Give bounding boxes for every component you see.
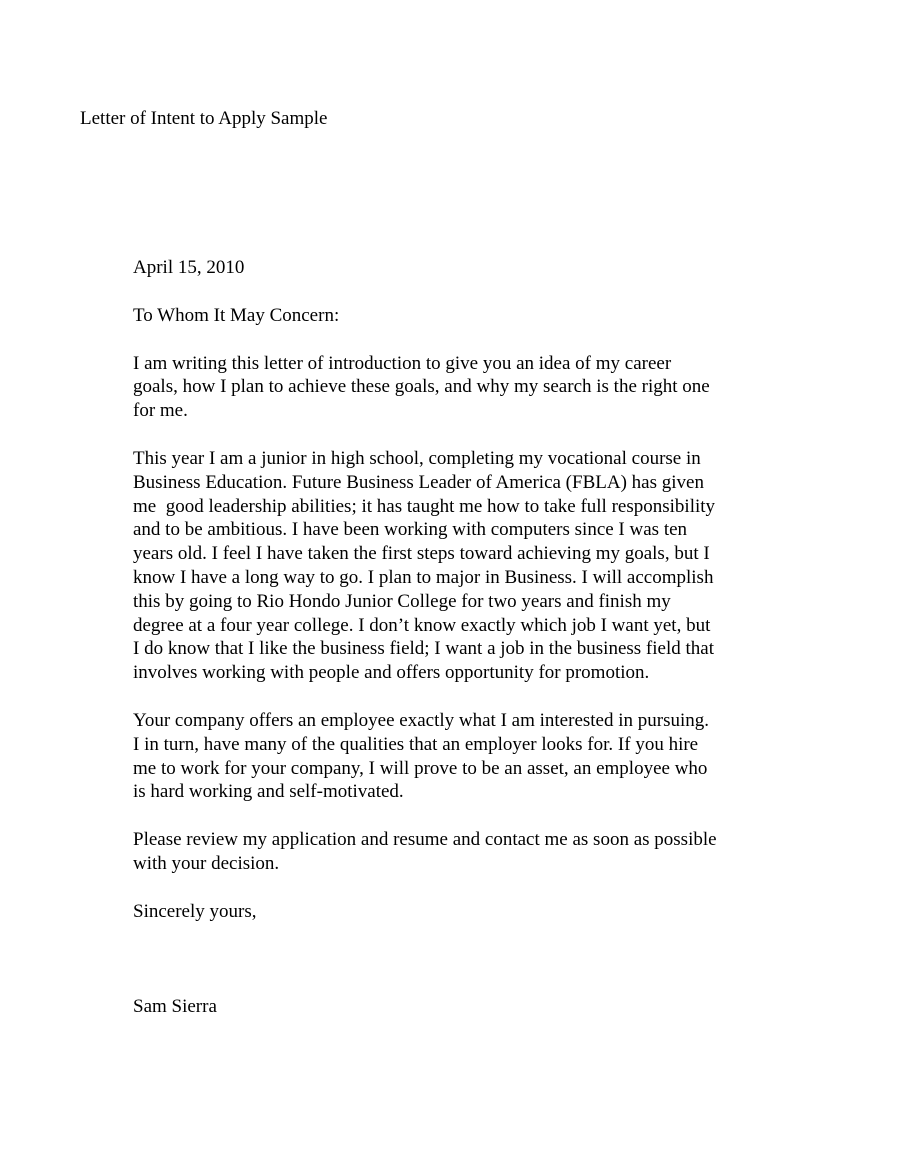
letter-signature: Sam Sierra	[133, 995, 217, 1017]
paragraph-line: know I have a long way to go. I plan to major in Business. I will accomplish	[133, 566, 714, 588]
paragraph-qualifications	[133, 709, 783, 804]
paragraph-line: me good leadership abilities; it has taught me how to take full responsibility	[133, 495, 716, 517]
paragraph-line: this by going to Rio Hondo Junior College for two years and finish my	[133, 590, 671, 612]
paragraph-line: with your decision.	[133, 852, 280, 874]
paragraph-line: degree at a four year college. I don’t know exactly which job I want yet, but	[133, 614, 711, 636]
paragraph-line: Your company offers an employee exactly what I am interested in pursuing.	[133, 709, 710, 731]
paragraph-line: is hard working and self-motivated.	[133, 781, 404, 803]
paragraph-line: involves working with people and offers opportunity for promotion.	[133, 662, 650, 684]
paragraph-line: years old. I feel I have taken the first steps toward achieving my goals, but I	[133, 543, 710, 565]
paragraph-line: and to be ambitious. I have been working with computers since I was ten	[133, 519, 688, 541]
paragraph-line: for me.	[133, 400, 188, 422]
paragraph-line: goals, how I plan to achieve these goals, and why my search is the right one	[133, 376, 710, 398]
paragraph-line: Please review my application and resume and contact me as soon as possible	[133, 829, 717, 851]
paragraph-background	[133, 447, 783, 685]
letter-date: April 15, 2010	[133, 257, 245, 278]
letter-closing: Sincerely yours,	[133, 900, 257, 922]
paragraph-line: Business Education. Future Business Leader of America (FBLA) has given	[133, 471, 704, 493]
letter-salutation: To Whom It May Concern:	[133, 304, 340, 326]
paragraph-request	[133, 828, 783, 876]
paragraph-line: I am writing this letter of introduction to give you an idea of my career	[133, 352, 672, 374]
letter-body	[133, 256, 783, 1018]
paragraph-line: I do know that I like the business field; I want a job in the business field that	[133, 638, 714, 660]
paragraph-line: This year I am a junior in high school, completing my vocational course in	[133, 447, 701, 469]
paragraph-introduction	[133, 352, 783, 423]
paragraph-line: me to work for your company, I will prove to be an asset, an employee who	[133, 757, 708, 779]
paragraph-line: I in turn, have many of the qualities that an employer looks for. If you hire	[133, 733, 699, 755]
document-title: Letter of Intent to Apply Sample	[80, 108, 328, 129]
